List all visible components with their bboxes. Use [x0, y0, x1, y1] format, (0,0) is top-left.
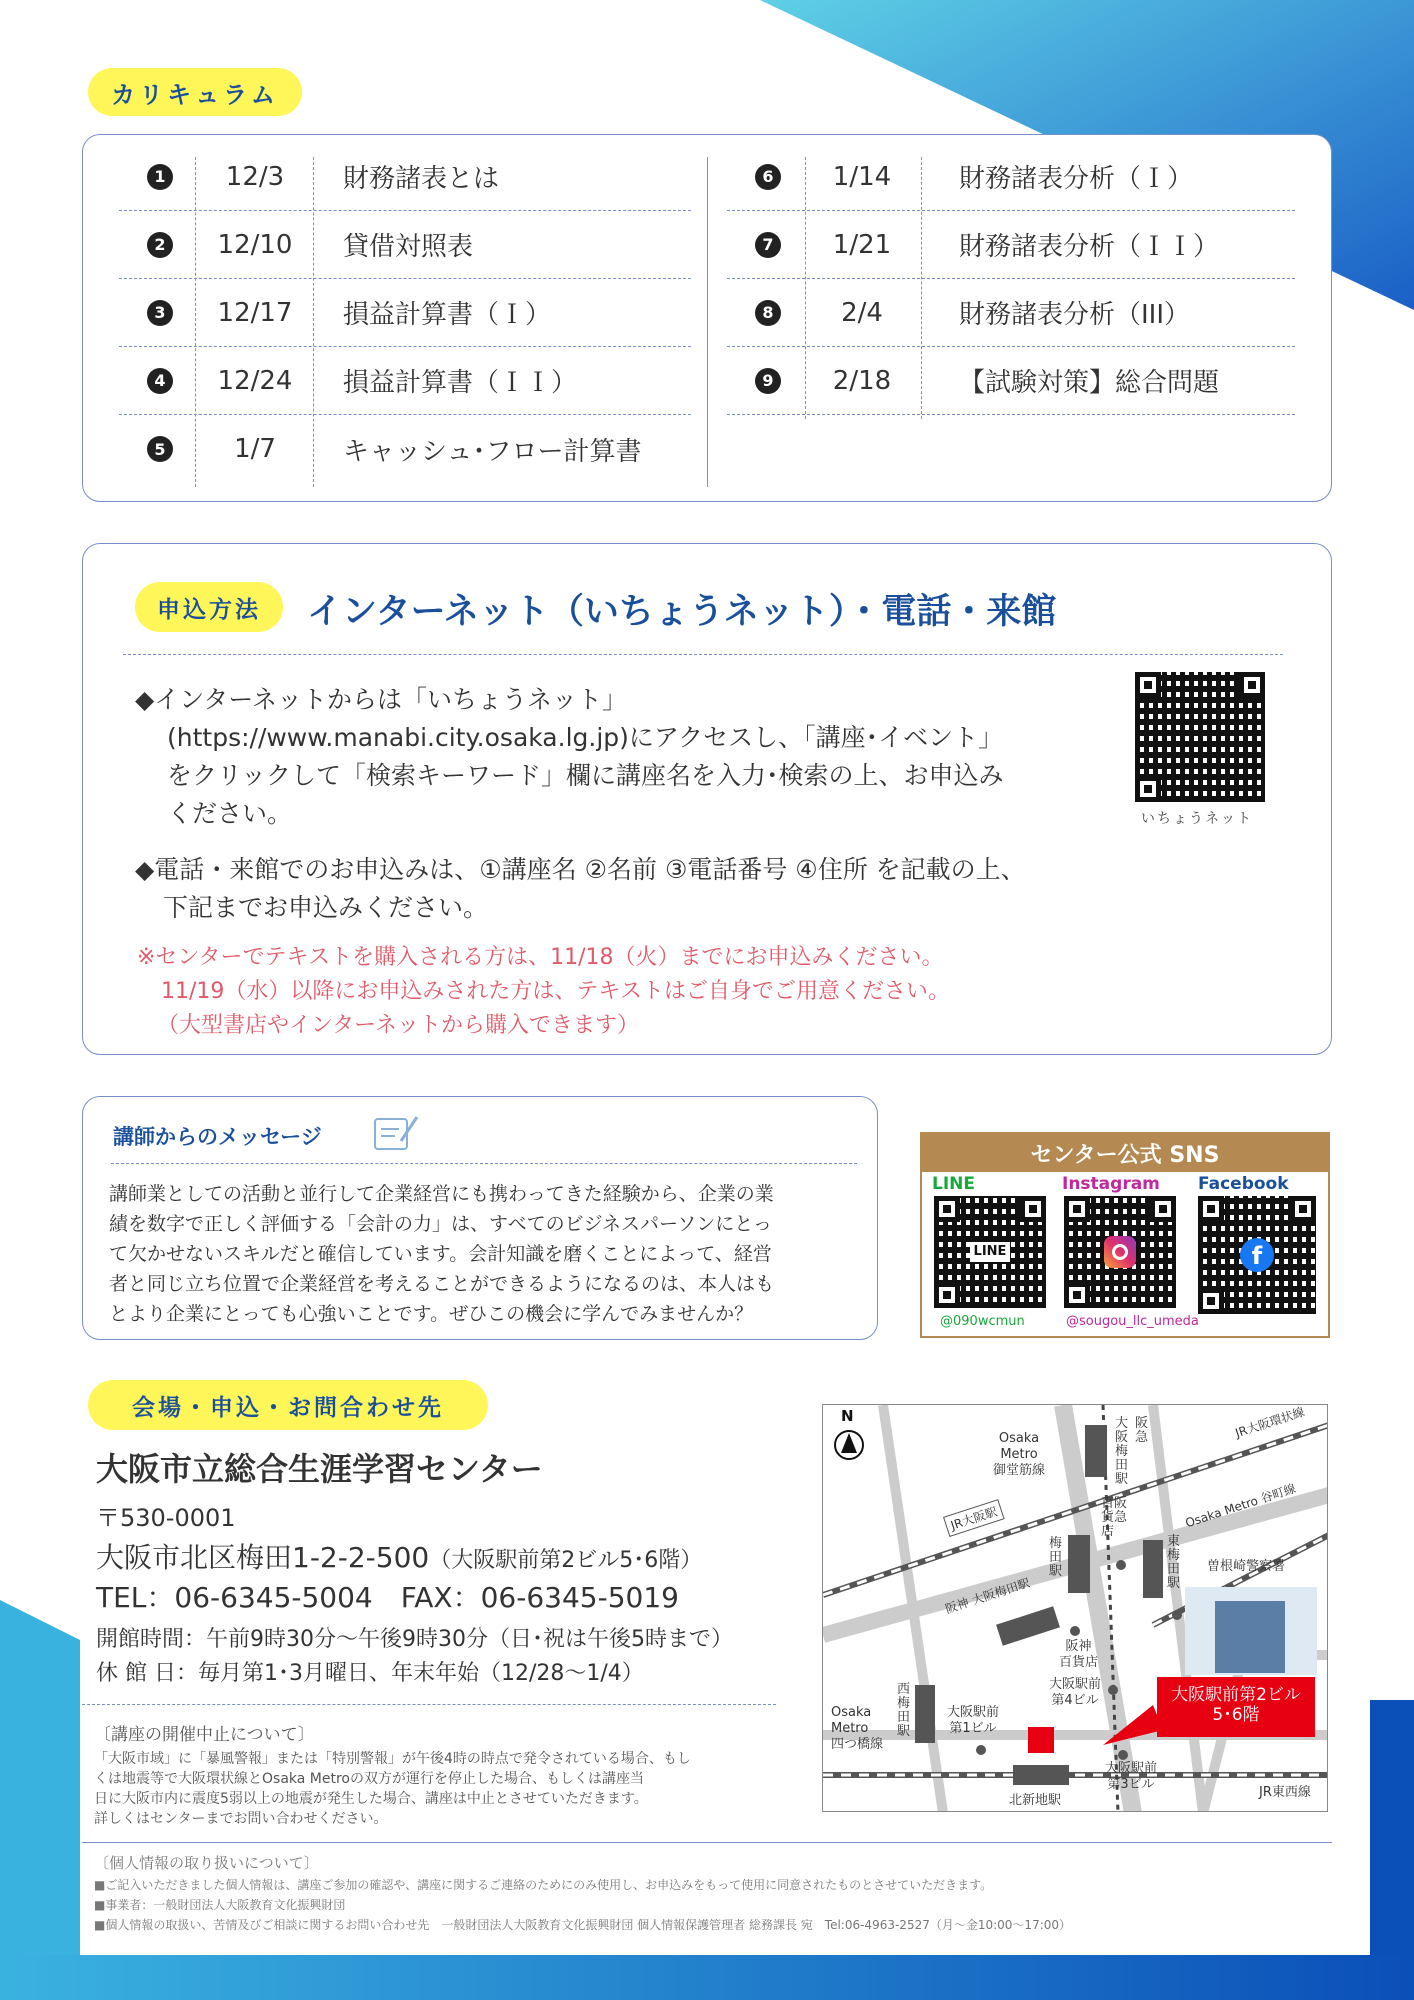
session-title: 財務諸表分析（Ｉ） [959, 164, 1194, 194]
apply-title: インターネット（いちょうネット）・電話・来館 [307, 592, 1057, 632]
line-account-id: @090wcmun [940, 1314, 1025, 1329]
venue-address [96, 1536, 702, 1576]
session-number-badge: 1 [147, 164, 173, 190]
session-date: 2/18 [832, 365, 892, 396]
session-date: 1/14 [832, 161, 892, 192]
hankyu-line-label: 阪 急 [1135, 1416, 1149, 1445]
line-logo-icon: LINE [970, 1242, 1010, 1262]
sns-heading: センター公式 SNS [922, 1134, 1328, 1172]
session-date: 12/17 [217, 297, 293, 328]
curriculum-row [727, 211, 1295, 279]
hankyu-umeda-station-label: 大 阪 梅 田 駅 [1115, 1416, 1129, 1487]
cancel-line: くは地震等で大阪環状線とOsaka Metroの双方が運行を停止した場合、もしくは講座当 [94, 1771, 644, 1787]
curriculum-row [119, 143, 691, 211]
session-number-badge: 9 [755, 368, 781, 394]
text-purchase-note: ※センターでテキストを購入される方は、11/18（火）までにお申込みください。 [137, 945, 944, 970]
tanimachi-line-label: Osaka Metro 谷町線 [1183, 1481, 1298, 1531]
curriculum-row [119, 211, 691, 279]
phone-line: 下記までお申込みください。 [163, 893, 489, 922]
closed-days: 休 館 日：毎月第1･3月曜日、年末年始（12/28～1/4） [96, 1661, 644, 1686]
message-box [82, 1096, 878, 1340]
opening-hours: 開館時間：午前9時30分～午後9時30分（日･祝は午後5時まで） [96, 1627, 733, 1652]
metro-yotsubashi-label: Osaka Metro 四つ橋線 [831, 1705, 884, 1752]
text-purchase-note: （大型書店やインターネットから購入できます） [157, 1013, 640, 1038]
internet-line: ◆インターネットからは「いちょうネット」 [135, 685, 627, 714]
curriculum-row [727, 347, 1295, 415]
session-date: 1/7 [234, 434, 276, 464]
hanshin-umeda-station-label: 阪神 大阪梅田駅 [943, 1575, 1032, 1617]
message-line: 者と同じ立ち位置で企業経営を考えることができるようになるのは、本人はも [109, 1273, 775, 1295]
internet-line: ください。 [167, 799, 293, 828]
instagram-label: Instagram [1062, 1174, 1160, 1194]
ichou-net-qr-code[interactable] [1135, 672, 1265, 802]
session-date: 12/24 [217, 365, 293, 396]
sns-panel [920, 1132, 1330, 1338]
session-title: 貸借対照表 [343, 232, 474, 262]
internet-line: (https://www.manabi.city.osaka.lg.jp)にアクセスし、「講座･イベント」 [167, 723, 1004, 752]
cancel-line: 日に大阪市内に震度5弱以上の地震が発生した場合、講座は中止とさせていただきます。 [94, 1791, 648, 1807]
session-date: 1/21 [832, 229, 892, 260]
session-number-badge: 4 [147, 368, 173, 394]
curriculum-row [119, 347, 691, 415]
venue-name: 大阪市立総合生涯学習センター [96, 1450, 543, 1488]
bldg4-label: 大阪駅前 第4ビル [1049, 1677, 1102, 1708]
metro-midosuji-label: Osaka Metro 御堂筋線 [993, 1431, 1046, 1478]
session-title: 財務諸表分析（ＩＩ） [959, 232, 1220, 262]
address-note: （大阪駅前第2ビル5･6階） [429, 1548, 703, 1573]
cancel-line: 詳しくはセンターまでお問い合わせください。 [94, 1811, 388, 1827]
facebook-logo-icon: f [1240, 1238, 1274, 1272]
venue-tel-fax: TEL：06-6345-5004 FAX：06-6345-5019 [96, 1581, 679, 1614]
session-title: 損益計算書（Ｉ） [343, 300, 552, 330]
session-date: 12/10 [217, 229, 293, 260]
facebook-qr-code[interactable] [1198, 1196, 1316, 1314]
instagram-account-id: @sougou_llc_umeda [1066, 1314, 1199, 1329]
curriculum-box [82, 134, 1332, 502]
curriculum-row [727, 279, 1295, 347]
session-number-badge: 6 [755, 164, 781, 190]
hanshin-dept-store-label: 阪神 百貨店 [1059, 1639, 1099, 1670]
apply-label: 申込方法 [135, 582, 283, 632]
jr-loop-line-label: JR大阪環状線 [1233, 1404, 1307, 1441]
venue-label: 会場・申込・お問合わせ先 [88, 1380, 488, 1430]
bldg3-label: 大阪駅前 第3ビル [1105, 1761, 1158, 1792]
internet-line: をクリックして「検索キーワード」欄に講座名を入力･検索の上、お申込み [167, 761, 1004, 790]
curriculum-row [119, 279, 691, 347]
memo-pen-icon [371, 1111, 421, 1155]
session-title: 財務諸表とは [343, 164, 500, 194]
higashi-umeda-station-label: 東 梅 田 駅 [1167, 1534, 1181, 1591]
privacy-line: ■ご記入いただきました個人情報は、講座ご参加の確認や、講座に関するご連絡のためにのみ使用し、お申込みをもって使用に同意されたものとさせていただきます。 [94, 1878, 993, 1892]
session-title: 財務諸表分析（III） [959, 300, 1191, 330]
cancel-line: 「大阪市域」に「暴風警報」または「特別警報」が午後4時の時点で発令されている場合、もし [94, 1751, 691, 1767]
police-station-label: 曽根崎警察署 [1207, 1559, 1286, 1574]
line-qr-code[interactable] [934, 1196, 1046, 1308]
session-number-badge: 7 [755, 232, 781, 258]
qr-caption: いちょうネット [1141, 811, 1253, 827]
instagram-qr-code[interactable] [1064, 1196, 1176, 1308]
curriculum-row [727, 143, 1295, 211]
privacy-line: ■個人情報の取扱い、苦情及びご相談に関するお問い合わせ先 一般財団法人大阪教育文化振興財団 個人情報保護管理者 総務課長 宛 Tel:06-4963-2527（月～金10:00～17:00） [94, 1918, 1072, 1932]
session-date: 2/4 [841, 297, 883, 328]
line-label: LINE [932, 1174, 975, 1194]
session-number-badge: 2 [147, 232, 173, 258]
curriculum-row [119, 415, 691, 483]
text-purchase-note: 11/19（水）以降にお申込みされた方は、テキストはご自身でご用意ください。 [161, 979, 950, 1004]
nishi-umeda-station-label: 西 梅 田 駅 [897, 1682, 911, 1739]
session-date: 12/3 [225, 161, 285, 192]
umeda-station-label: 梅 田 駅 [1049, 1536, 1063, 1579]
session-number-badge: 8 [755, 300, 781, 326]
message-heading: 講師からのメッセージ [113, 1125, 322, 1149]
message-line: 績を数字で正しく評価する「会計の力」は、すべてのビジネスパーソンにとっ [109, 1213, 772, 1235]
privacy-line: ■事業者：一般財団法人大阪教育文化振興財団 [94, 1898, 346, 1912]
message-line: 講師業としての活動と並行して企業経営にも携わってきた経験から、企業の業 [109, 1183, 774, 1205]
bldg1-label: 大阪駅前 第1ビル [947, 1705, 1000, 1736]
session-title: 損益計算書（ＩＩ） [343, 368, 578, 398]
address-main: 大阪市北区梅田1-2-2-500 [96, 1541, 430, 1574]
curriculum-heading: カリキュラム [88, 68, 302, 116]
hankyu-dept-store-label: 百阪 貨急 店 [1101, 1496, 1128, 1539]
cancel-heading: 〔講座の開催中止について〕 [94, 1725, 315, 1745]
session-title: 【試験対策】総合問題 [959, 368, 1220, 398]
target-building-label: 大阪駅前第2ビル 5･6階 [1157, 1677, 1315, 1737]
kitashinchi-station-label: 北新地駅 [1009, 1793, 1062, 1808]
facebook-label: Facebook [1198, 1174, 1289, 1194]
session-number-badge: 3 [147, 300, 173, 326]
session-number-badge: 5 [147, 436, 173, 462]
instagram-logo-icon [1104, 1236, 1136, 1268]
jr-osaka-station-label: JR大阪駅 [943, 1499, 1005, 1537]
north-marker: N [841, 1407, 854, 1425]
jr-tozai-line-label: JR東西線 [1259, 1785, 1311, 1800]
venue-postal: 〒530-0001 [96, 1504, 236, 1532]
privacy-heading: 〔個人情報の取り扱いについて〕 [94, 1854, 319, 1872]
message-line: とより企業にとっても心強いことです。ぜひこの機会に学んでみませんか？ [109, 1303, 754, 1325]
access-map [822, 1404, 1328, 1812]
phone-line: ◆電話・来館でのお申込みは、①講座名 ②名前 ③電話番号 ④住所 を記載の上、 [135, 855, 1026, 884]
session-title: キャッシュ･フロー計算書 [343, 436, 642, 467]
message-line: て欠かせないスキルだと確信しています。会計知識を磨くことによって、経営 [109, 1243, 772, 1265]
apply-box [82, 543, 1332, 1055]
